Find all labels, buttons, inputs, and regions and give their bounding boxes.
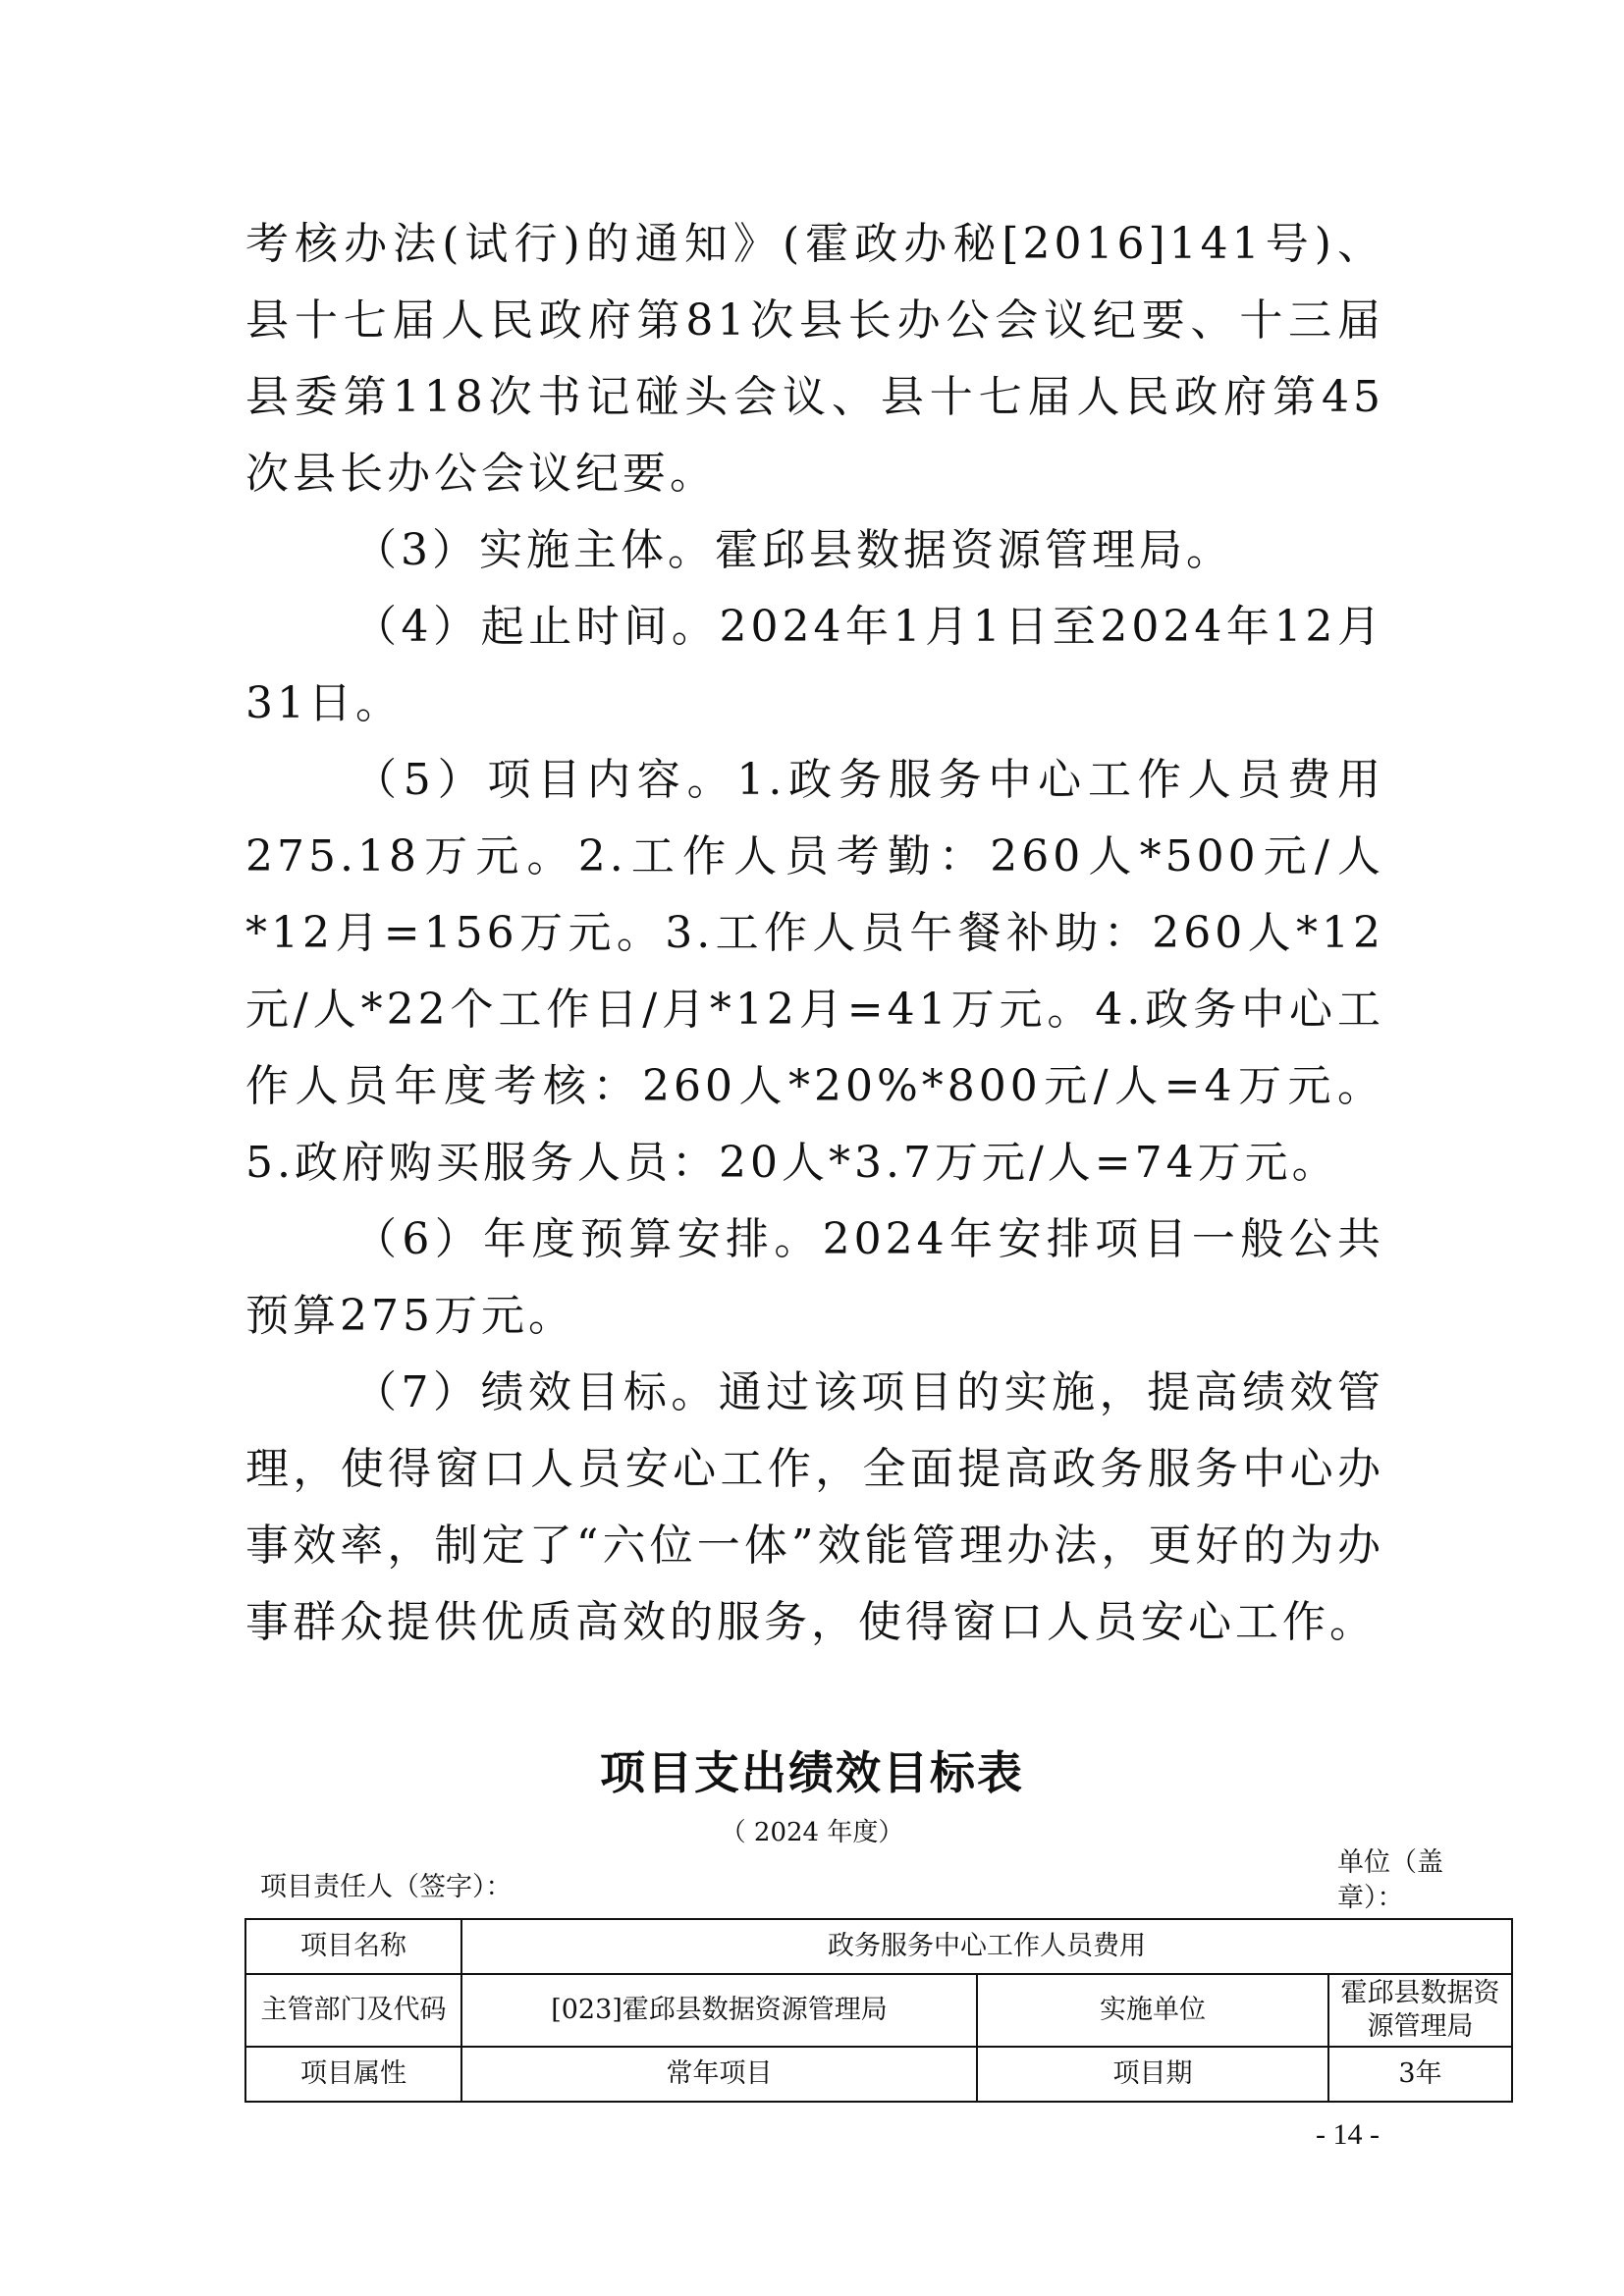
attribute-label: 项目属性 <box>245 2047 461 2102</box>
page-number: - 14 - <box>1316 2118 1380 2151</box>
period-value: 3年 <box>1328 2047 1512 2102</box>
table-title: 项目支出绩效目标表 <box>600 1746 1024 1799</box>
paragraph-content: （5）项目内容。1.政务服务中心工作人员费用275.18万元。2.工作人员考勤：260人*500元/人*12月=156万元。3.工作人员午餐补助：260人*12元/人*22个工作日/月*12月=41万元。4.政务中心工作人员年度考核：260人*20%*800元/人=4万元。5.政府购买服务人员：20人*3.7万元/人=74万元。 <box>245 755 1384 1188</box>
impl-unit-value: 霍邱县数据资源管理局 <box>1328 1974 1512 2047</box>
body-text <box>245 206 1384 1661</box>
paragraph-budget: （6）年度预算安排。2024年安排项目一般公共预算275万元。 <box>245 1214 1384 1341</box>
attribute-value: 常年项目 <box>461 2047 977 2102</box>
unit-seal-label: 单位（盖章）： <box>1337 1847 1443 1913</box>
paragraph-basis-continued: 考核办法(试行)的通知》(霍政办秘[2016]141号)、县十七届人民政府第81次县长办公会议纪要、十三届县委第118次书记碰头会议、县十七届人民政府第45次县长办公会议纪要。 <box>245 219 1384 499</box>
table-year: （ 2024 年度） <box>720 1818 904 1847</box>
table-row <box>245 2047 1512 2102</box>
table-row <box>245 1974 1512 2047</box>
period-label: 项目期 <box>977 2047 1328 2102</box>
paragraph-goal: （7）绩效目标。通过该项目的实施，提高绩效管理，使得窗口人员安心工作，全面提高政务服务中心办事效率，制定了“六位一体”效能管理办法，更好的为办事群众提供优质高效的服务，使得窗口人员安心工作。 <box>245 1367 1384 1647</box>
paragraph-implementer: （3）实施主体。霍邱县数据资源管理局。 <box>353 525 1233 575</box>
department-value: [023]霍邱县数据资源管理局 <box>461 1974 977 2047</box>
impl-unit-label: 实施单位 <box>977 1974 1328 2047</box>
table-row <box>245 1919 1512 1974</box>
project-name-label: 项目名称 <box>245 1919 461 1974</box>
responsible-person-label: 项目责任人（签字）： <box>260 1872 513 1902</box>
paragraph-period: （4）起止时间。2024年1月1日至2024年12月31日。 <box>245 602 1384 728</box>
performance-target-table <box>244 1918 1513 2103</box>
department-label: 主管部门及代码 <box>245 1974 461 2047</box>
project-name-value: 政务服务中心工作人员费用 <box>461 1919 1512 1974</box>
